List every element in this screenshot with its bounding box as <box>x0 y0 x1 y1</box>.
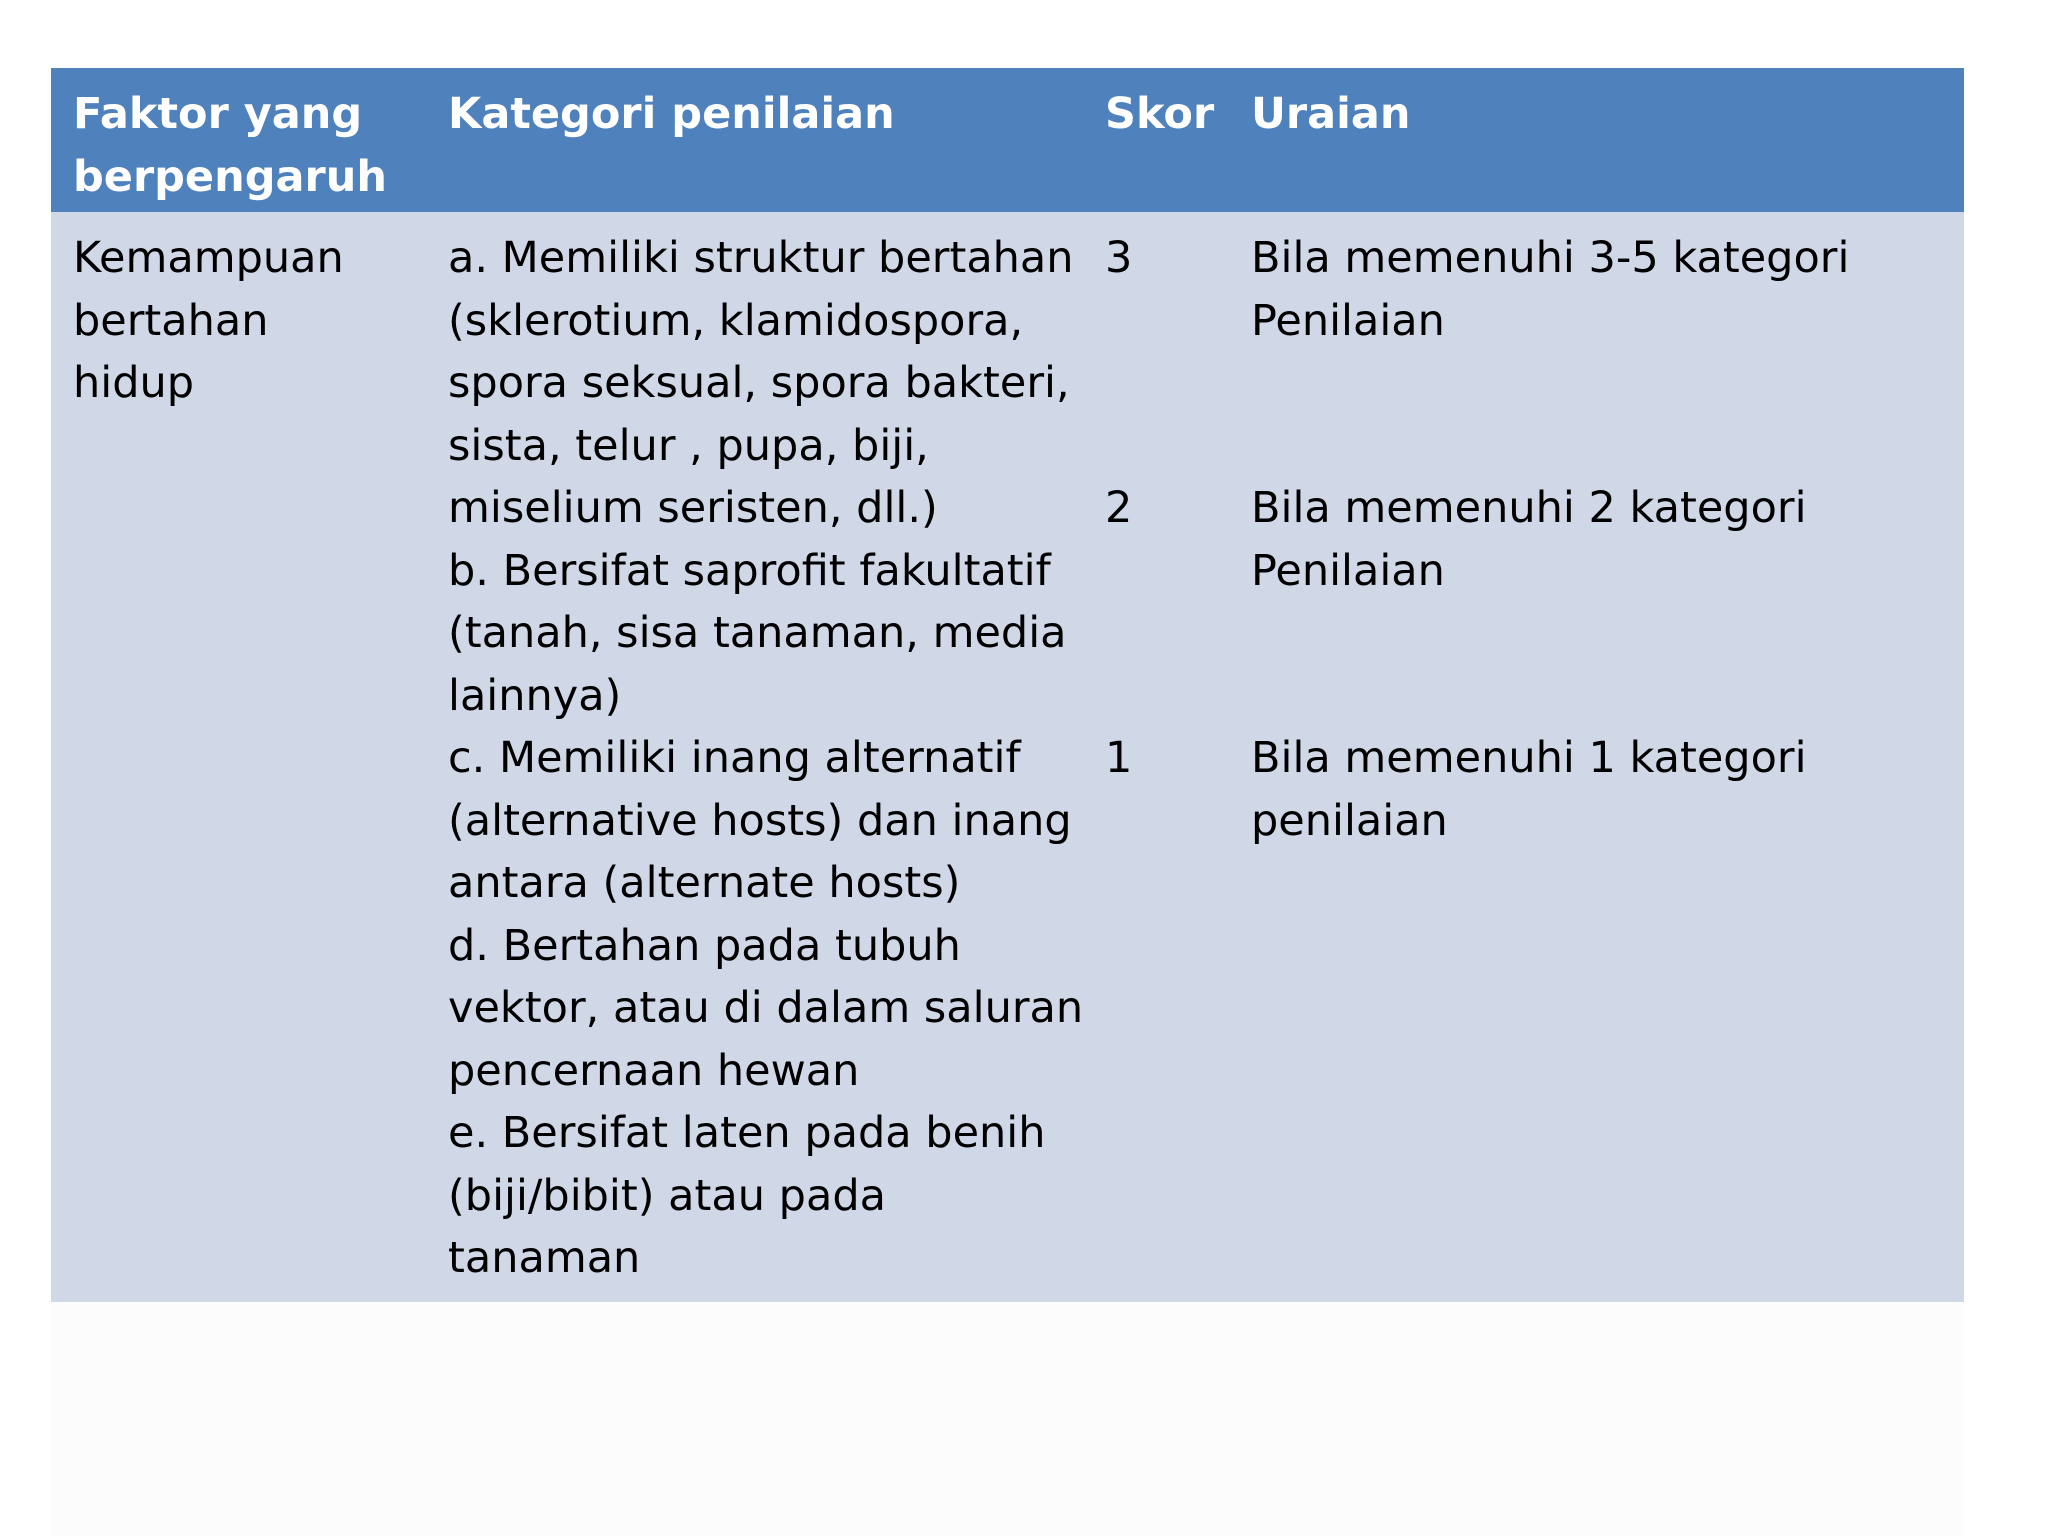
category-list: a. Memiliki struktur bertahan (sklerotium, klamidospora, spora seksual, spora bakteri, sista, telur , pupa, biji, miselium seristen, dll.) b. Bersifat saprofit fakultatif (tanah, sisa tanaman, media lainnya) c. Memiliki inang alternatif (alternative hosts) dan inang antara (alternate hosts) d. Bertahan pada tubuh vektor, atau di dalam saluran pencernaan hewan e. Bersifat laten pada benih (biji/bibit) atau pada tanaman <box>448 233 1084 1283</box>
header-score: Skor <box>1105 89 1215 139</box>
assessment-table <box>51 68 1964 1302</box>
factor-cell: Kemampuan bertahan hidup <box>73 233 344 408</box>
header-factor: Faktor yang berpengaruh <box>73 89 387 202</box>
score-description: Bila memenuhi 3-5 kategori Penilaian <box>1251 233 1850 346</box>
score-value: 2 <box>1105 483 1133 533</box>
score-value: 1 <box>1105 733 1133 783</box>
header-description: Uraian <box>1251 89 1411 139</box>
score-description: Bila memenuhi 1 kategori penilaian <box>1251 733 1807 846</box>
header-category: Kategori penilaian <box>448 89 895 139</box>
score-description: Bila memenuhi 2 kategori Penilaian <box>1251 483 1807 596</box>
page-background-fade <box>51 1302 1964 1536</box>
table-header <box>51 68 1964 212</box>
score-value: 3 <box>1105 233 1133 283</box>
